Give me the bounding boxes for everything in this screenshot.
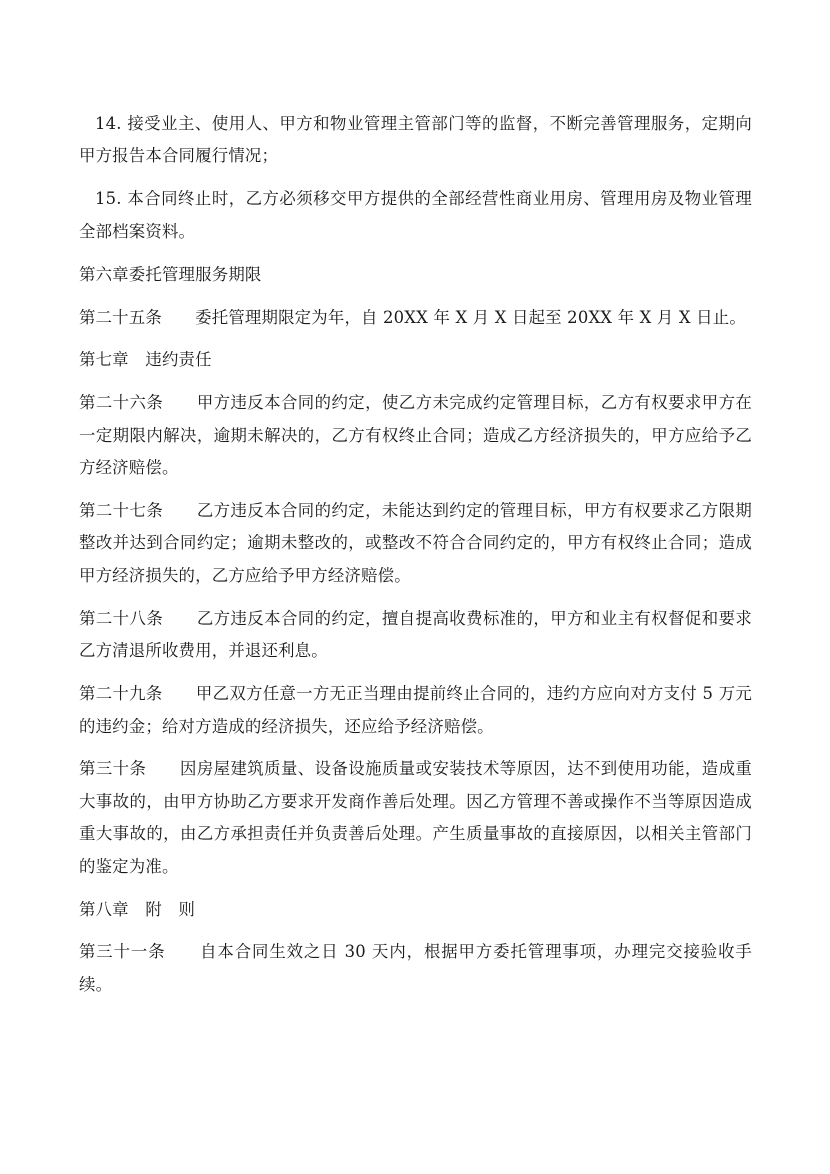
article-26: 第二十六条 甲方违反本合同的约定，使乙方未完成约定管理目标，乙方有权要求甲方在一定期限内解决，逾期未解决的，乙方有权终止合同；造成乙方经济损失的，甲方应给予乙方经济赔偿。 — [79, 393, 752, 478]
chapter-6-heading: 第六章委托管理服务期限 — [79, 264, 262, 284]
article-31: 第三十一条 自本合同生效之日 30 天内，根据甲方委托管理事项，办理完交接验收手续。 — [79, 942, 752, 994]
chapter-8-heading: 第八章 附 则 — [79, 899, 196, 919]
article-28: 第二十八条 乙方违反本合同的约定，擅自提高收费标准的，甲方和业主有权督促和要求乙方清退所收费用，并退还利息。 — [79, 608, 752, 661]
article-27: 第二十七条 乙方违反本合同的约定，未能达到约定的管理目标，甲方有权要求乙方限期整改并达到合同约定；逾期未整改的，或整改不符合合同约定的，甲方有权终止合同；造成甲方经济损失的，乙方应给予甲方经济赔偿。 — [79, 501, 752, 585]
article-25: 第二十五条 委托管理期限定为年，自 20XX 年 X 月 X 日起至 20XX 年 X 月 X 日止。 — [79, 307, 746, 327]
chapter-7-heading: 第七章 违约责任 — [79, 350, 212, 370]
clause-15: 15. 本合同终止时，乙方必须移交甲方提供的全部经营性商业用房、管理用房及物业管理全部档案资料。 — [79, 189, 752, 241]
article-29: 第二十九条 甲乙双方任意一方无正当理由提前终止合同的，违约方应向对方支付 5 万元的违约金；给对方造成的经济损失，还应给予经济赔偿。 — [79, 684, 752, 736]
clause-14: 14. 接受业主、使用人、甲方和物业管理主管部门等的监督，不断完善管理服务，定期向甲方报告本合同履行情况； — [79, 114, 752, 166]
document-body — [79, 108, 752, 1012]
article-30: 第三十条 因房屋建筑质量、设备设施质量或安装技术等原因，达不到使用功能，造成重大事故的，由甲方协助乙方要求开发商作善后处理。因乙方管理不善或操作不当等原因造成重大事故的，由乙方承担责任并负责善后处理。产生质量事故的直接原因，以相关主管部门的鉴定为准。 — [79, 759, 752, 876]
